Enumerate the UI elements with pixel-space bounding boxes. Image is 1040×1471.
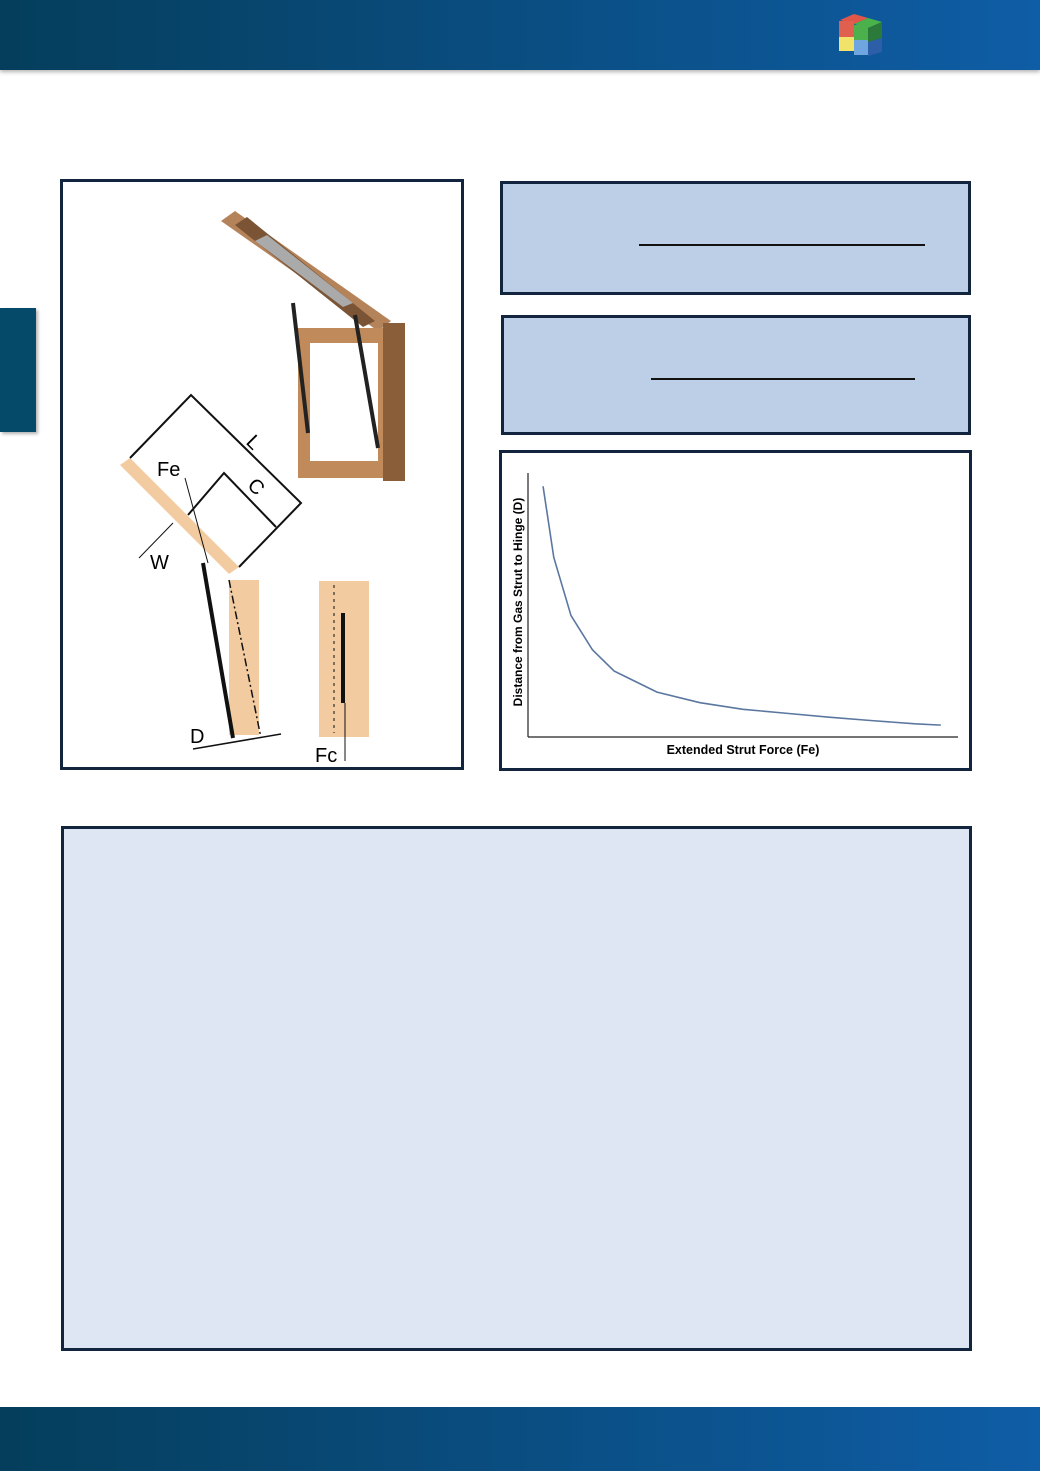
hinge-diagram-illustration <box>63 182 461 767</box>
label-fc: Fc <box>315 745 338 767</box>
side-tab <box>0 308 36 432</box>
cube-logo-icon <box>836 12 886 58</box>
page-header <box>0 0 1040 70</box>
label-c: C <box>242 474 269 501</box>
y-axis-label: Distance from Gas Strut to Hinge (D) <box>511 497 525 707</box>
gas-strut-diagram <box>60 179 464 770</box>
x-axis-label: Extended Strut Force (Fe) <box>666 743 820 757</box>
formula-box-1 <box>500 181 971 295</box>
label-w: W <box>150 552 169 574</box>
label-fe: Fe <box>157 459 181 481</box>
series-line <box>543 486 941 725</box>
fraction-line <box>651 378 915 380</box>
label-d: D <box>190 726 205 748</box>
force-distance-chart <box>499 450 972 771</box>
formula-box-2 <box>501 315 971 435</box>
main-content-panel <box>61 826 972 1351</box>
page-footer <box>0 1407 1040 1471</box>
label-l: L <box>241 430 265 455</box>
fraction-line <box>639 244 925 246</box>
